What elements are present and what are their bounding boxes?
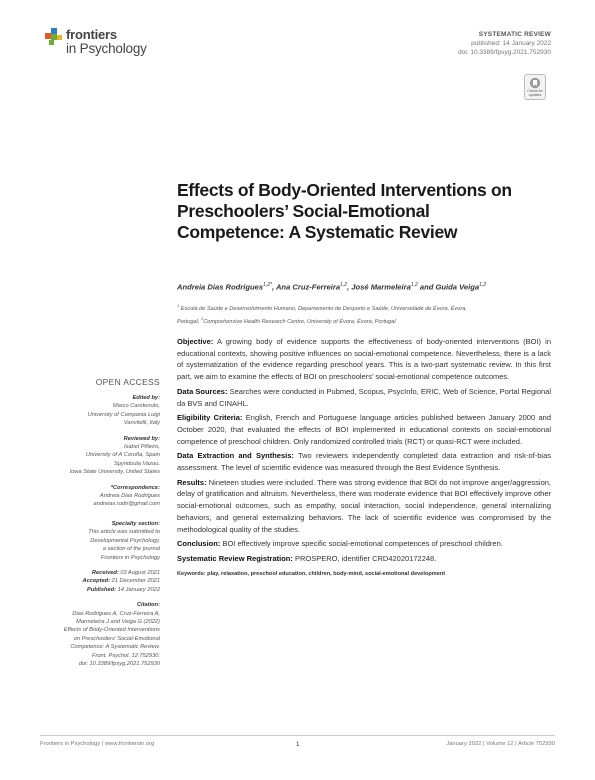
reviewer-line: Iowa State University, United States (69, 469, 160, 476)
author-affiliation-sup: 1,2 (340, 282, 348, 288)
conclusion-text: BOI effectively improve specific social-emotional competences of preschool children. (222, 539, 503, 549)
author-list: Andreia Dias Rodrigues$^{1,2*}$, Ana Cruz-Ferreira$^{1,2}$, José Marmeleira$^{1,2}$ and Guida Veiga$^{1,2}$ (177, 282, 487, 292)
edited-by-section (40, 394, 160, 428)
affiliation-1-cont: Portugal, (177, 319, 200, 326)
author-name[interactable]: José Marmeleira (351, 282, 411, 292)
keywords-text: play, relaxation, preschool education, children, body-mind, social-emotional development (207, 570, 446, 577)
reviewed-by-section (40, 435, 160, 477)
abstract-data-sources (177, 386, 551, 409)
article-title: Effects of Body-Oriented Interventions on Preschoolers’ Social-Emotional Competence: A Systematic Review (177, 180, 512, 242)
author-affiliation-sup: 1,2 (410, 282, 418, 288)
specialty-line: This article was submitted to (88, 529, 160, 536)
frontiers-logo-icon (44, 27, 64, 47)
objective-heading: Objective: (177, 337, 214, 346)
specialty-line: a section of the journal (102, 546, 160, 553)
author-name[interactable]: Ana Cruz-Ferreira (275, 282, 341, 292)
article-type: SYSTEMATIC REVIEW (478, 31, 551, 38)
results-text: Nineteen studies were included. There was strong evidence that BOI do not improve anger/aggression, delay of gratification and altruism. Nevertheless, there was moderate evidence that BOI effectively improve other social-emotional outcomes, such as empathy, social interaction, social independence, general internalizing behaviors, and general externalizing behaviors. The lack of scientific evidence was compromised by the methodological quality of the studies. (177, 477, 551, 534)
abstract-extraction (177, 450, 551, 473)
citation-section (40, 601, 160, 668)
conclusion-heading: Conclusion: (177, 539, 221, 549)
reviewed-by-heading: Reviewed by: (123, 435, 160, 442)
accepted-label: Accepted: (82, 578, 111, 585)
objective-text: A growing body of evidence supports the effectiveness of body-oriented interventions (BOI) in educational contexts, showing positive influences on social-emotional competence. Nevertheless, there is a lack of systematization of the evidence regarding preschool years. This is a two-part systematic review. In this first part, we aim to examine the effects of BOI on preschoolers’ social-emotional competence outcomes. (177, 337, 552, 382)
citation-heading: Citation: (136, 602, 160, 609)
author-affiliation-sup: 1,2* (263, 282, 272, 288)
author-affiliation-sup: 1,2 (479, 282, 487, 288)
eligibility-text: English, French and Portuguese language articles published between January 2000 and October 2020, that evaluated the effects of BOI implemented in educational contexts on social-emotional competence of preschool children. Only randomized controlled trials (RCT) or quasi-RCT were included. (177, 413, 551, 446)
published-date: published: 14 January 2022 (471, 40, 551, 47)
journal-logo[interactable] (44, 27, 184, 61)
eligibility-heading: Eligibility Criteria: (177, 413, 243, 423)
badge-line2: updates (528, 93, 542, 97)
extraction-heading: Data Extraction and Synthesis: (177, 451, 294, 461)
badge-line1: Check for (527, 89, 543, 93)
footer-divider (40, 735, 555, 736)
reviewer-line[interactable]: Spyridoula Vazou, (114, 460, 160, 467)
page-number: 1 (296, 741, 300, 748)
citation-line: Competence: A Systematic Review. (70, 644, 160, 651)
abstract-eligibility (177, 412, 551, 447)
editor-line: Vanvitelli, Italy (123, 420, 160, 427)
correspondence-name: Andreia Dias Rodrigues (99, 493, 160, 500)
data-sources-heading: Data Sources: (177, 386, 228, 396)
correspondence-email[interactable]: andreias.rodri@gmail.com (93, 501, 160, 508)
affiliations (177, 301, 547, 328)
citation-line: Effects of Body-Oriented Interventions (63, 627, 160, 634)
footer-issue-info: January 2022 | Volume 12 | Article 752930 (446, 741, 555, 747)
citation-doi[interactable]: doi: 10.3389/fpsyg.2021.752930 (78, 660, 160, 667)
abstract-conclusion (177, 538, 551, 550)
data-sources-text: Searches were conducted in Pubmed, Scopus, PsycInfo, ERIC, Web of Science, Portal Regional da BVS and CINAHL. (177, 386, 551, 408)
abstract-registration (177, 553, 551, 565)
bookmark-icon (529, 77, 541, 89)
published-value: 14 January 2022 (117, 586, 160, 593)
affiliation-1: Escola de Saúde e Desenvolvimento Humano, Departamento de Desporto e Saúde, Universidade de Évora, Évora, (180, 305, 467, 312)
keywords-heading: Keywords: (177, 570, 206, 577)
editor-line: University of Campania Luigi (87, 411, 160, 418)
author-name[interactable]: Guida Veiga (435, 282, 480, 292)
published-date-sidebar (40, 586, 160, 594)
article-doi[interactable]: doi: 10.3389/fpsyg.2021.752930 (458, 49, 551, 56)
received-label: Received: (91, 569, 119, 576)
reviewer-line[interactable]: Isabel Piñeiro, (123, 444, 160, 451)
citation-line: Dias Rodrigues A, Cruz-Ferreira A, (72, 610, 160, 617)
received-value: 03 August 2021 (120, 569, 160, 576)
editor-line[interactable]: Marco Carotenuto, (112, 403, 160, 410)
article-sidebar (40, 377, 160, 668)
abstract-results (177, 477, 551, 536)
affiliation-sup: 2 (200, 316, 204, 322)
published-label: Published: (86, 586, 117, 593)
specialty-section (40, 520, 160, 562)
open-access-label: OPEN ACCESS (95, 377, 160, 387)
logo-brand-bottom: in Psychology (66, 41, 147, 56)
check-for-updates-badge[interactable] (524, 74, 546, 100)
results-heading: Results: (177, 477, 207, 487)
extraction-text: Two reviewers independently completed data extraction and risk-of-bias assessment. The level of scientific evidence was measured through the Best Evidence Synthesis. (177, 451, 551, 473)
citation-line: Front. Psychol. 12:752930. (92, 652, 160, 659)
author-name[interactable]: Andreia Dias Rodrigues (177, 282, 264, 292)
affiliation-sup: 1 (177, 303, 180, 308)
logo-brand-top: frontiers (66, 27, 117, 42)
footer-journal-link[interactable]: Frontiers in Psychology | www.frontiersin.org (40, 741, 155, 747)
keywords (177, 569, 551, 581)
received-date (40, 569, 160, 577)
article-header-meta (458, 30, 551, 57)
specialty-line: Developmental Psychology, (90, 537, 160, 544)
accepted-value: 21 December 2021 (111, 578, 160, 585)
specialty-heading: Specialty section: (111, 520, 160, 527)
abstract (177, 336, 551, 580)
dates-section (40, 569, 160, 594)
reviewer-line: University of A Coruña, Spain (85, 452, 160, 459)
affiliation-2: Comprehensive Health Research Centre, University of Évora, Évora, Portugal (203, 319, 396, 326)
correspondence-heading: *Correspondence: (110, 484, 160, 491)
correspondence-section (40, 484, 160, 509)
edited-by-heading: Edited by: (132, 395, 160, 401)
accepted-date (40, 577, 160, 585)
specialty-line: Frontiers in Psychology (100, 554, 160, 561)
registration-text[interactable]: PROSPERO, identifier CRD42020172248. (294, 553, 437, 563)
registration-heading: Systematic Review Registration: (177, 553, 293, 563)
citation-line: Marmeleira J and Veiga G (2022) (76, 618, 160, 625)
citation-line: on Preschoolers’ Social-Emotional (73, 635, 160, 642)
abstract-objective (177, 336, 551, 383)
